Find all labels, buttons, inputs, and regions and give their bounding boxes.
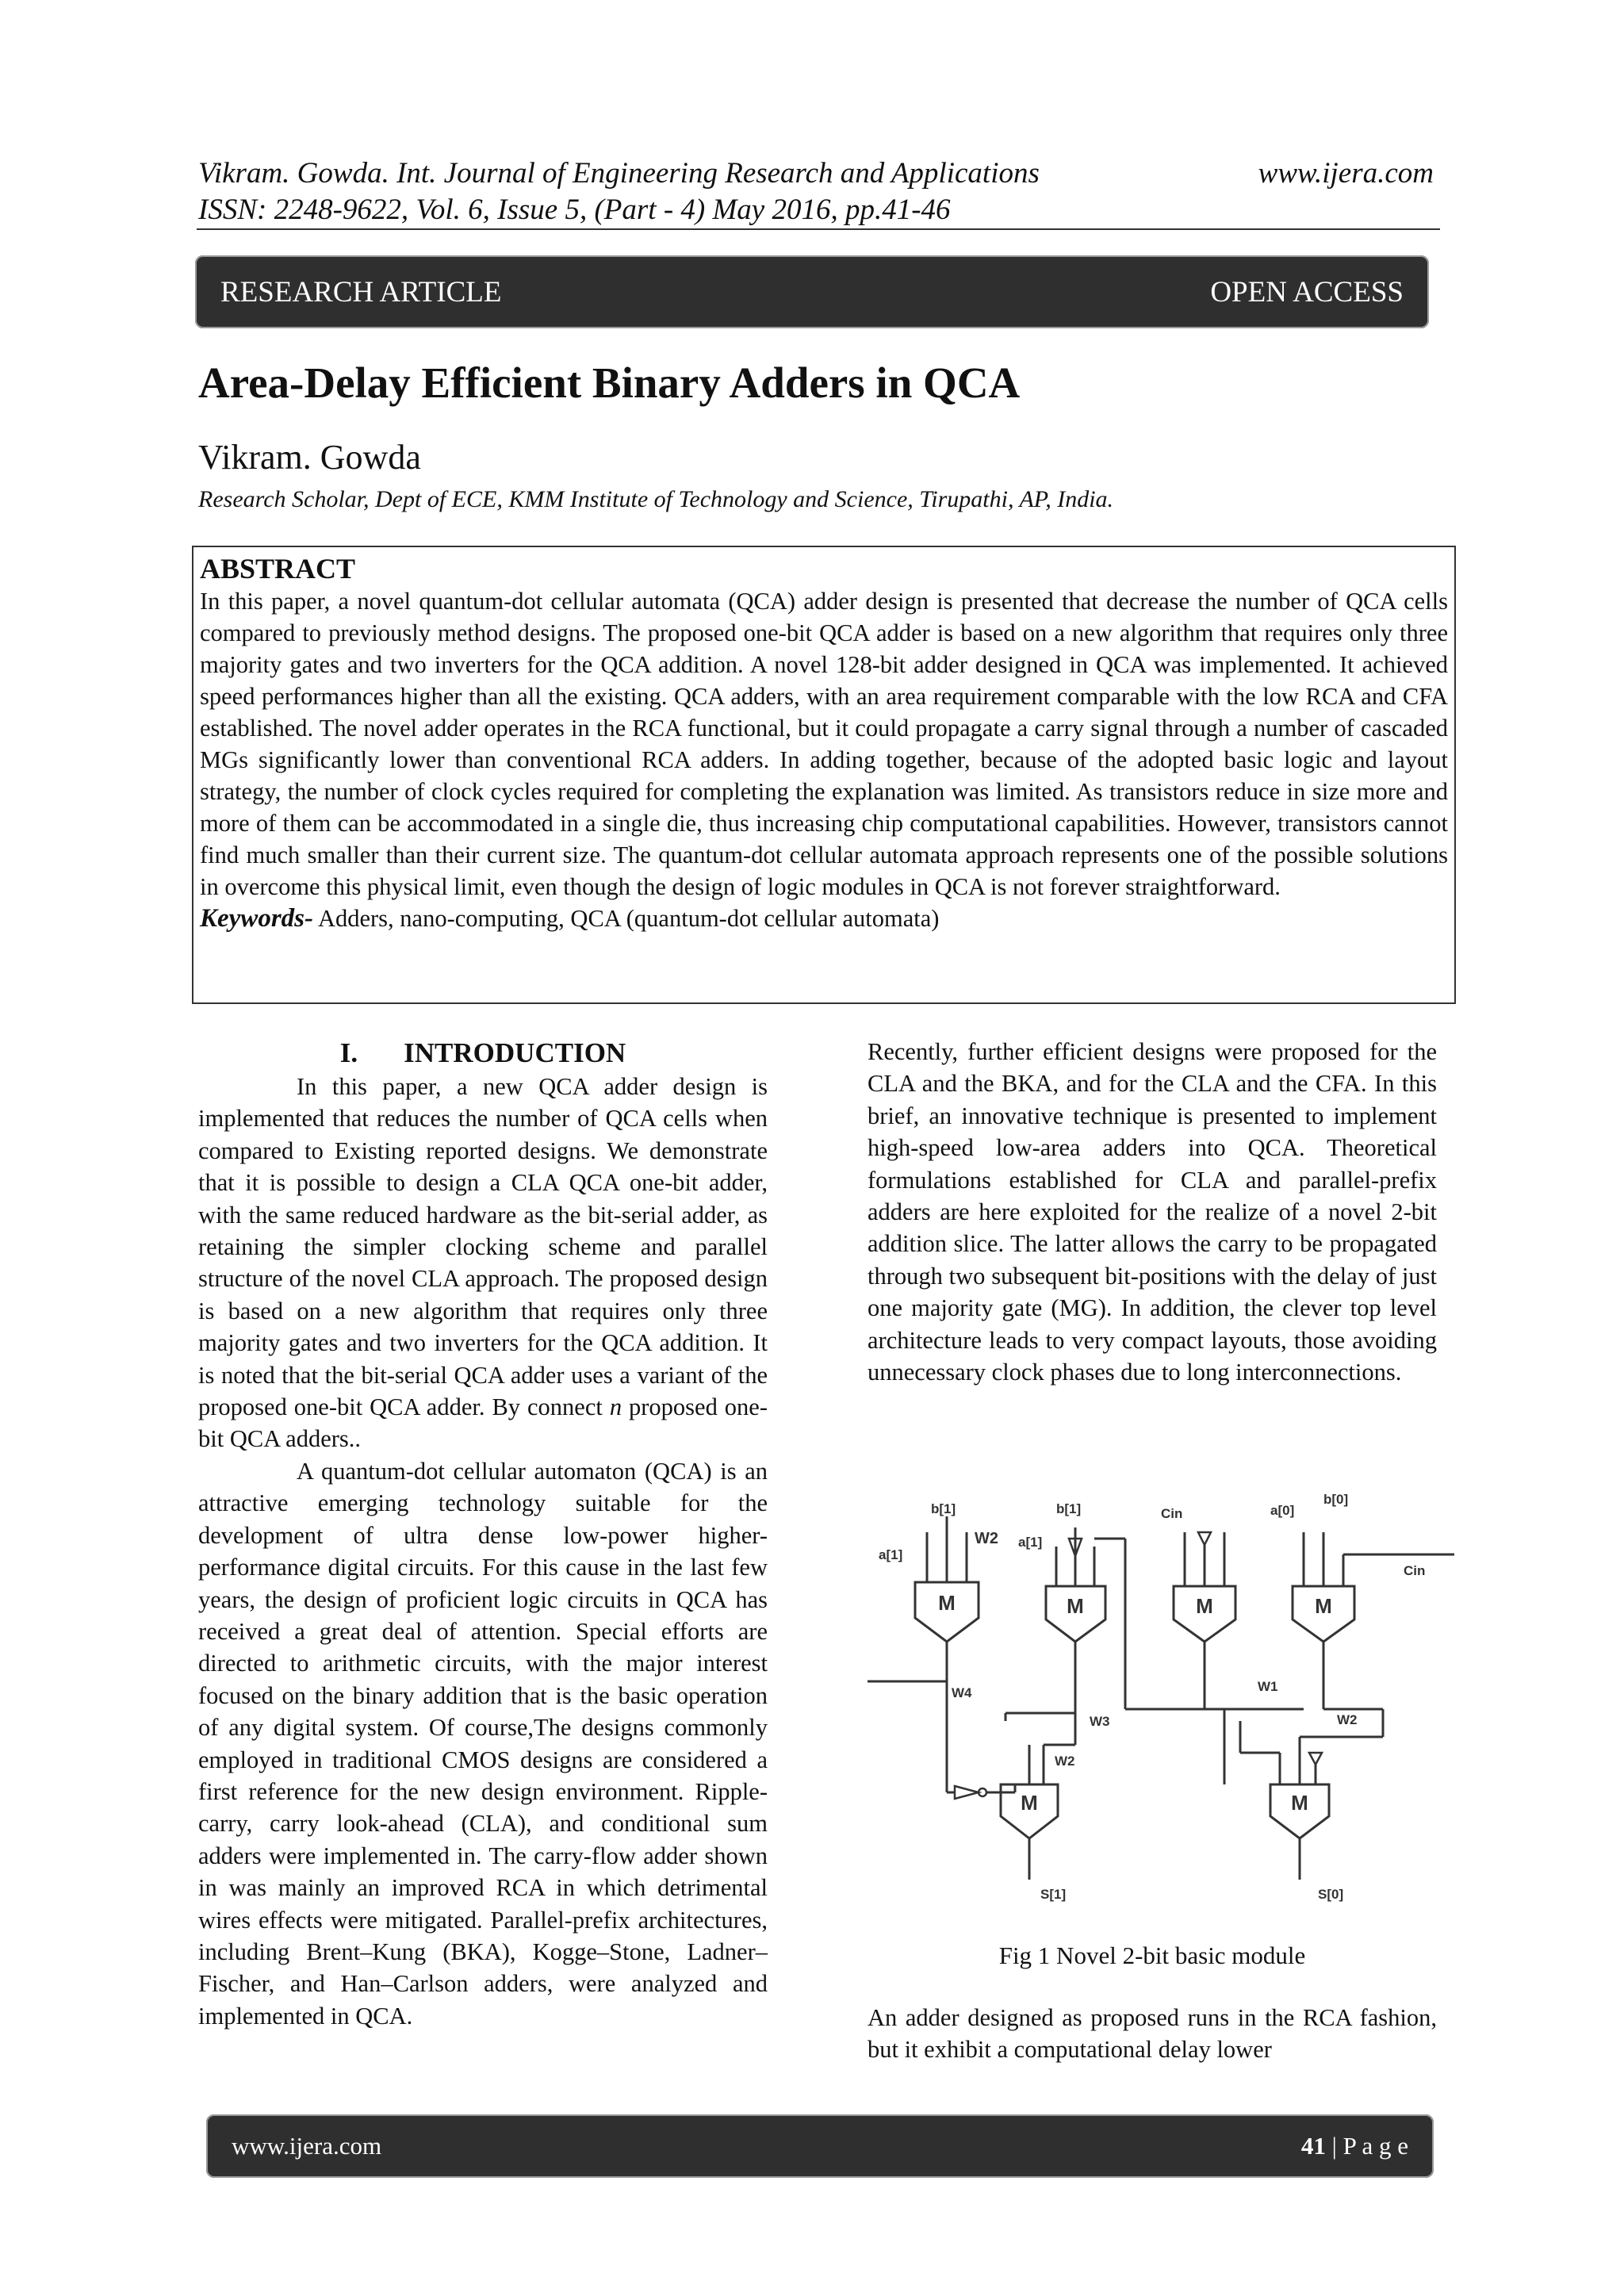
section-heading-introduction [198, 1036, 768, 1071]
journal-issn-line: ISSN: 2248-9622, Vol. 6, Issue 5, (Part - 4) May 2016, pp.41-46 [198, 194, 951, 226]
research-article-label: RESEARCH ARTICLE [220, 275, 502, 309]
intro-paragraph-1-tail: proposed one-bit QCA adders.. [198, 1393, 768, 1453]
label-a0: a[0] [1270, 1503, 1295, 1518]
label-w2-top: W2 [975, 1530, 998, 1547]
abstract-box [192, 546, 1456, 1004]
circuit-diagram [868, 1483, 1454, 1919]
paper-title: Area-Delay Efficient Binary Adders in QCA [198, 358, 1021, 407]
label-s0: S[0] [1318, 1887, 1344, 1902]
page-footer [206, 2114, 1434, 2178]
left-column [198, 1036, 768, 2032]
inverter-3 [1198, 1532, 1211, 1545]
gate-label: M [1315, 1594, 1332, 1618]
gate-label: M [1196, 1594, 1213, 1618]
footer-website[interactable]: www.ijera.com [232, 2132, 382, 2160]
label-w4: W4 [952, 1685, 972, 1700]
journal-website[interactable]: www.ijera.com [1258, 157, 1434, 190]
figure-caption: Fig 1 Novel 2-bit basic module [998, 1941, 1306, 1969]
label-a1-mid: a[1] [1018, 1535, 1043, 1550]
label-a1-left: a[1] [879, 1547, 903, 1562]
inverter-1 [955, 1786, 979, 1799]
label-w2-low: W2 [1055, 1754, 1075, 1769]
keywords-text: Adders, nano-computing, QCA (quantum-dot cellular automata) [313, 905, 940, 932]
label-b0: b[0] [1323, 1492, 1349, 1507]
gate-label: M [1021, 1791, 1038, 1815]
journal-citation-line: Vikram. Gowda. Int. Journal of Engineering Research and Applications [198, 157, 1040, 190]
keywords-line [200, 903, 1448, 934]
label-w1: W1 [1258, 1679, 1278, 1694]
journal-header [198, 155, 1040, 228]
variable-n: n [609, 1393, 622, 1421]
intro-paragraph-1-text: In this paper, a new QCA adder design is implemented that reduces the number of QCA cells when compared to Existing reported designs. We demonstrate that it is possible to design a CLA QCA one-bit adder, with the same reduced hardware as the bit-serial adder, as retaining the simpler clocking scheme and parallel structure of the novel CLA approach. The proposed design is based on a new algorithm that requires only three majority gates and two inverters for the QCA addition. It is noted that the bit-serial QCA adder uses a variant of the proposed one-bit QCA adder. By connect [198, 1073, 768, 1421]
abstract-text: In this paper, a novel quantum-dot cellular automata (QCA) adder design is presented that decrease the number of QCA cells compared to previously method designs. The proposed one-bit QCA adder is based on a new algorithm that requires only three majority gates and two inverters for the QCA addition. A novel 128-bit adder designed in QCA was implemented. It achieved speed performances higher than all the existing. QCA adders, with an area requirement comparable with the low RCA and CFA established. The novel adder operates in the RCA functional, but it could propagate a carry signal through a number of cascaded MGs significantly lower than conventional RCA adders. In adding together, because of the adopted basic logic and layout strategy, the number of clock cycles required for completing the explanation was limited. As transistors reduce in size more and more of them can be accommodated in a single die, thus increasing chip computational capabilities. However, transistors cannot find much smaller than their current size. The quantum-dot cellular automata approach represents one of the possible solutions in overcome this physical limit, even though the design of logic modules in QCA is not forever straightforward. [200, 588, 1448, 900]
label-w3: W3 [1090, 1714, 1110, 1729]
label-s1: S[1] [1040, 1887, 1067, 1902]
label-b1-mid: b[1] [1056, 1501, 1082, 1516]
intro-paragraph-3: Recently, further efficient designs were proposed for the CLA and the BKA, and for the CLA and the CFA. In this brief, an innovative technique is presented to implement high-speed low-area adders into QCA. Theoretical formulations established for CLA and parallel-prefix adders are here exploited for the realize of a novel 2-bit addition slice. The latter allows the carry to be propagated through two subsequent bit-positions with the delay of just one majority gate (MG). In addition, the clever top level architecture leads to very compact layouts, those avoiding unnecessary clock phases due to long interconnections. [868, 1038, 1437, 1386]
header-rule [197, 228, 1440, 230]
page-number-value: 41 [1300, 2132, 1326, 2160]
section-title: INTRODUCTION [404, 1037, 626, 1068]
intro-paragraph-2: A quantum-dot cellular automaton (QCA) is an attractive emerging technology suitable for the development of ultra dense low-power higher-performance digital circuits. For this cause in the last few years, the design of proficient logic circuits in QCA has received a great deal of attention. Special efforts are directed to arithmetic circuits, with the major interest focused on the binary addition that is the basic operation of any digital system. Of course,The designs commonly employed in traditional CMOS designs are considered a first reference for the new design environment. Ripple-carry, carry look-ahead (CLA), and conditional sum adders were implemented in. The carry-flow adder shown in was mainly an improved RCA in which detrimental wires effects were mitigated. Parallel-prefix architectures, including Brent–Kung (BKA), Kogge–Stone, Ladner–Fischer, and Han–Carlson adders, were analyzed and implemented in QCA. [198, 1457, 768, 2030]
gate-label: M [1291, 1791, 1308, 1815]
article-type-banner [195, 255, 1429, 328]
open-access-label: OPEN ACCESS [1210, 275, 1404, 309]
label-cin-top: Cin [1161, 1506, 1183, 1521]
intro-paragraph-4: An adder designed as proposed runs in the RCA fashion, but it exhibit a computational delay lower [868, 2004, 1437, 2064]
label-b1-left: b[1] [931, 1501, 956, 1516]
label-cin-right: Cin [1404, 1563, 1426, 1578]
page-suffix: | P a g e [1325, 2132, 1408, 2160]
right-column [868, 1036, 1437, 1388]
abstract-heading: ABSTRACT [200, 553, 356, 585]
gate-label: M [1067, 1594, 1084, 1618]
label-w2-right: W2 [1337, 1712, 1358, 1727]
inverter-4 [1309, 1753, 1322, 1765]
page-number [1301, 2132, 1408, 2160]
gate-label: M [938, 1591, 956, 1615]
keywords-label: Keywords- [200, 904, 313, 933]
figure-2bit-module [868, 1483, 1454, 1919]
intro-paragraph-1 [198, 1071, 768, 1455]
author-name: Vikram. Gowda [198, 438, 421, 477]
author-affiliation: Research Scholar, Dept of ECE, KMM Institute of Technology and Science, Tirupathi, AP, India. [198, 486, 1114, 512]
section-number: I. [339, 1037, 358, 1068]
